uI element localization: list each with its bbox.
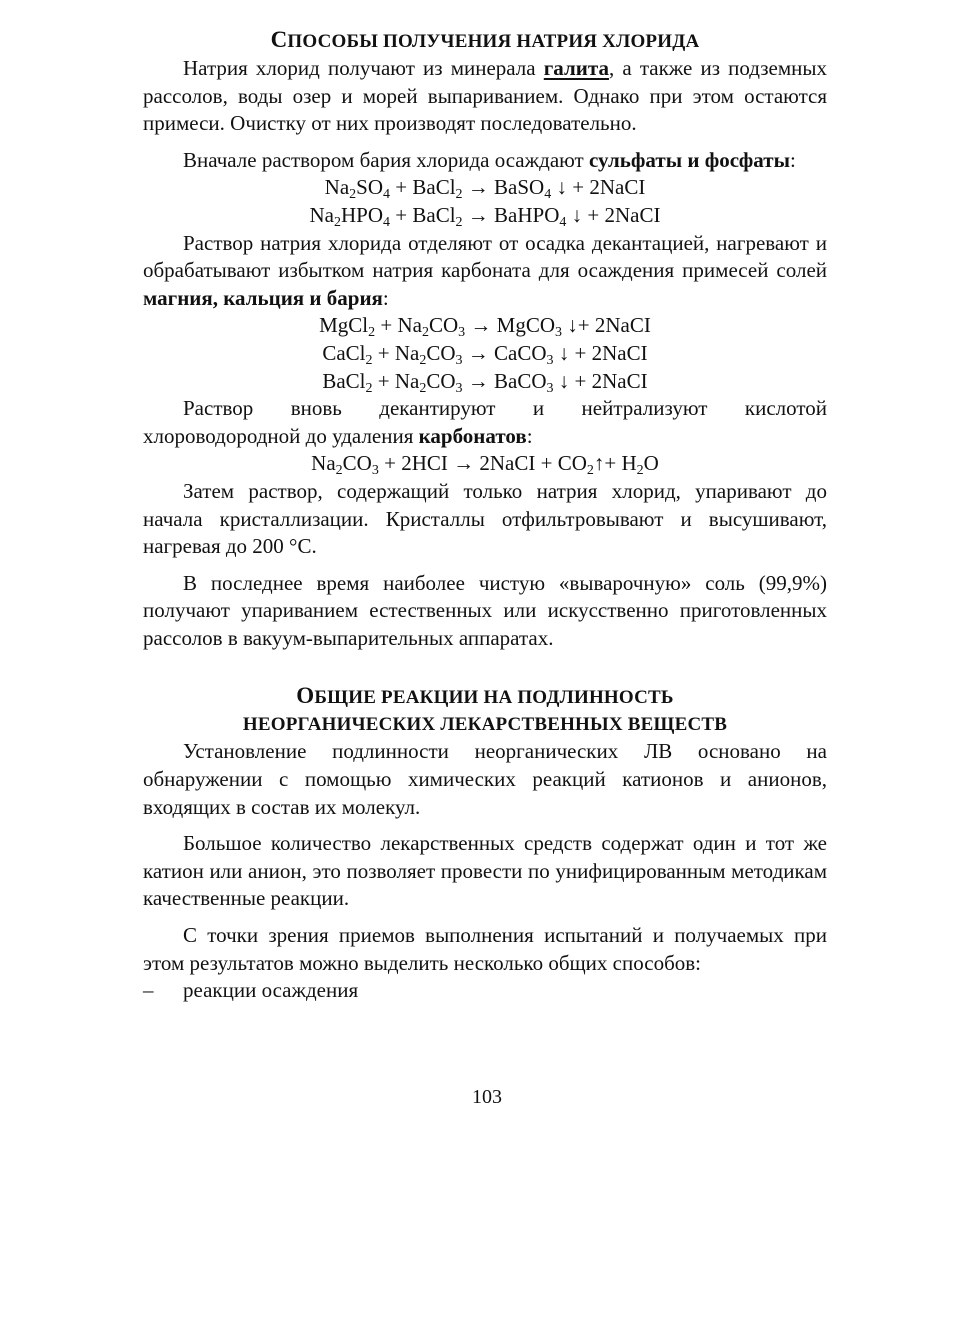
term-mg-ca-ba: магния, кальция и бария <box>143 285 383 310</box>
paragraph-unified-methods: Большое количество лекарственных средств содержат один и тот же катион или анион, это позволяет провести по унифицированным методикам качественные реакции. <box>143 831 827 911</box>
paragraph-decantation: Раствор натрия хлорида отделяют от осадка декантацией, нагревают и обрабатывают избытком натрия карбоната для осаждения примесей солей магния, кальция и бария: <box>143 230 827 310</box>
equation-calcium: CaCl$_2$ + $Na_2CO_3$ → CaCO$_3$ ↓ + 2NaCI <box>322 340 648 368</box>
equation-barium: BaCl$_2$ + $Na_2CO_3$ → BaCO$_3$ ↓ + 2NaCI <box>322 368 648 396</box>
paragraph-halite: Натрия хлорид получают из минерала галита, а также из подземных рассолов, воды озер и морей выпариванием. Однако при этом остаются примеси. Очистку от них производят последовательно. <box>143 56 827 136</box>
term-sulfates-phosphates: сульфаты и фосфаты <box>588 147 790 172</box>
page-content <box>143 26 827 1005</box>
term-halite: галита <box>543 56 609 80</box>
list-dash: – <box>143 978 154 1003</box>
list-item-label: реакции осаждения <box>183 978 359 1003</box>
paragraph-neutralize: Раствор вновь декантируют и нейтрализуют кислотой хлороводородной до удаления карбонатов: <box>143 396 827 448</box>
equation-magnesium: MgCl$_2$ + $Na_2CO_3$ → MgCO$_3$ ↓+ 2NaCI <box>319 313 651 341</box>
section-heading-reactions-line2: НЕОРГАНИЧЕСКИХ ЛЕКАРСТВЕННЫХ ВЕЩЕСТВ <box>242 714 728 736</box>
page-number: 103 <box>472 1086 502 1108</box>
paragraph-crystallization: Затем раствор, содержащий только натрия хлорид, упаривают до начала кристаллизации. Кристаллы отфильтровывают и высушивают, нагревая до 200 °С. <box>143 478 827 559</box>
paragraph-methods: С точки зрения приемов выполнения испытаний и получаемых при этом результатов можно выделить несколько общих способов: <box>143 923 827 975</box>
section-heading-reactions: ОБЩИЕ РЕАКЦИИ НА ПОДЛИННОСТЬ <box>296 683 674 709</box>
paragraph-vacuum: В последнее время наиболее чистую «выварочную» соль (99,9%) получают упариванием естественных или искусственно приготовленных рассолов в вакуум-выпарительных аппаратах. <box>143 570 827 650</box>
term-carbonates: карбонатов <box>418 423 527 448</box>
section-heading-preparation: СПОСОБЫ ПОЛУЧЕНИЯ НАТРИЯ ХЛОРИДА <box>270 27 700 52</box>
paragraph-sulfates: Вначале раствором бария хлорида осаждают сульфаты и фосфаты: <box>183 147 796 172</box>
paragraph-authenticity: Установление подлинности неорганических ЛВ основано на обнаружении с помощью химических реакций катионов и анионов, входящих в состав их молекул. <box>143 739 827 819</box>
list-item <box>143 977 827 1005</box>
equation-carbonate: $Na_2CO_3 + 2HCI$ → 2NaCI + $CO_2↑+ H_2O$ <box>311 451 659 479</box>
equation-phosphate: $Na_2HPO_4$ + BaCl$_2$ → BaHPO$_4$ ↓ + 2NaCI <box>309 202 661 230</box>
equation-sulfate: $Na_2SO_4$ + BaCl$_2$ → BaSO$_4$ ↓ + 2NaCI <box>324 175 646 203</box>
